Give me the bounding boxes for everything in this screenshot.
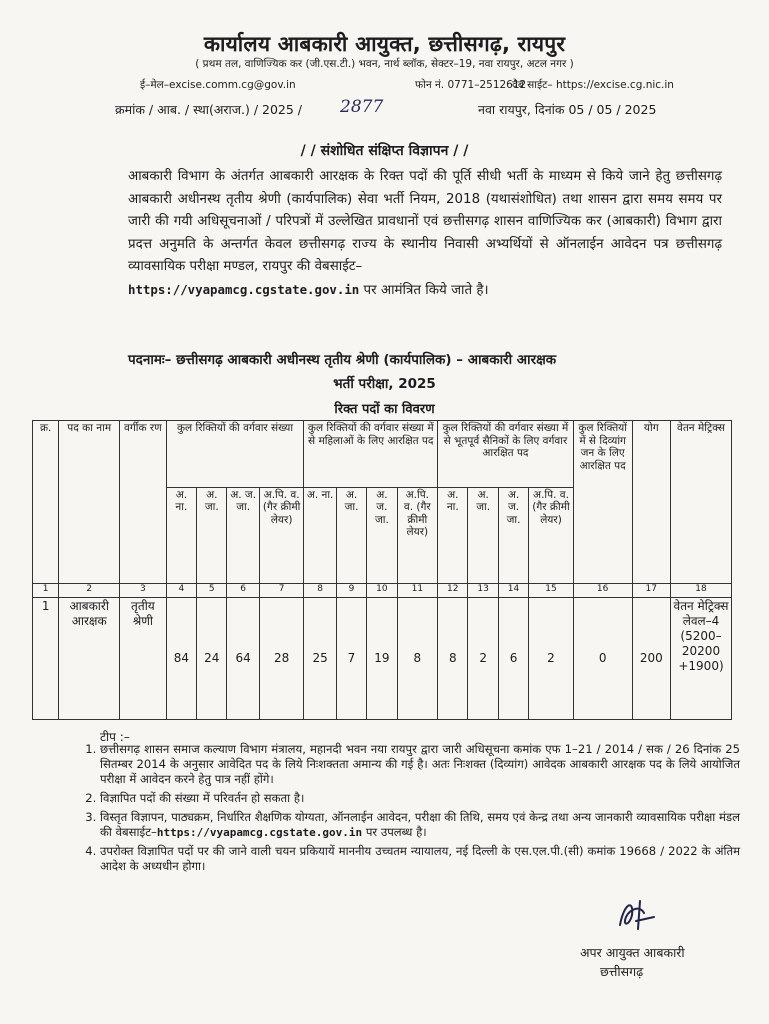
vacancy-table: [32, 420, 732, 720]
subhead-st: अ. ज. जा.: [227, 487, 259, 583]
exservice-st: 6: [498, 598, 528, 720]
exservice-ur: 8: [438, 598, 468, 720]
office-phone: फोन नं. 0771–2512612: [415, 79, 527, 91]
column-number: 5: [197, 584, 227, 598]
women-ur: 25: [304, 598, 336, 720]
notice-heading: / / संशोधित संक्षिप्त विज्ञापन / /: [300, 143, 469, 159]
row-post: आबकारी आरक्षक: [59, 598, 120, 720]
column-number: 12: [438, 584, 468, 598]
women-obc: 8: [397, 598, 438, 720]
reference-handwritten-number: 2877: [340, 97, 384, 117]
column-number: 7: [259, 584, 304, 598]
exservice-sc: 2: [468, 598, 498, 720]
note-item: 1. छत्तीसगढ़ शासन समाज कल्याण विभाग मंत्रालय, महानदी भवन नया रायपुर द्वारा जारी अधिसूचना कमांक एफ 1–21 / 2014 / सक / 26 दिनांक 25 सितम्बर 2014 के अनुसार आवेदित पद के लिये निःशक्तता अमान्य की गई है। अतः निःशक्त (दिव्यांग) आवेदक आबकारी आरक्षक पद के लिये आयोजित परीक्षा में आवेदन करने हेतु पात्र नहीं होंगे।: [100, 742, 740, 787]
notes-label: टीप :–: [100, 730, 130, 744]
office-address: ( प्रथम तल, वाणिज्यिक कर (जी.एस.टी.) भवन, नार्थ ब्लॉक, सेक्टर–19, नवा रायपुर, अटल नगर ): [195, 58, 574, 70]
column-number: 15: [529, 584, 574, 598]
head-divyang-reserved: कुल रिक्तियों में से दिव्यांग जन के लिए आरक्षित पद: [573, 421, 632, 584]
subhead-st: अ. ज. जा.: [498, 487, 528, 583]
note-item-text: विस्तृत विज्ञापन, पाठ्यक्रम, निर्धारित शैक्षणिक योग्यता, ऑनलाईन आवेदन, परीक्षा की तिथि, समय एवं केन्द्र तथा अन्य जानकारी व्यावसायिक परीक्षा मंडल की वेबसाईट–: [100, 810, 740, 839]
column-number: 6: [227, 584, 259, 598]
head-grand-total: योग: [632, 421, 670, 584]
vyapam-website-link[interactable]: https://vyapamcg.cgstate.gov.in: [128, 281, 360, 297]
notice-paragraph-text: आबकारी विभाग के अंतर्गत आबकारी आरक्षक के रिक्त पदों की पूर्ति सीधी भर्ती के माध्यम से किये जाने हेतु छत्तीसगढ़ आबकारी अधीनस्थ तृतीय श्रेणी (कार्यपालिक) सेवा भर्ती नियम, 2018 (यथासंशोधित) तथा शासन द्वारा समय समय पर जारी की गयी अधिसूचनाओं / परिपत्रों में उल्लेखित प्रावधानों एवं छत्तीसगढ़ शासन वाणिज्यिक कर (आबकारी) विभाग द्वारा प्रदत्त अनुमति के अन्तर्गत केवल छत्तीसगढ़ राज्य के स्थानीय निवासी अभ्यर्थियों से ऑनलाईन आवेदन पत्र छत्तीसगढ़ व्यावसायिक परीक्षा मण्डल, रायपुर की वेबसाईट–: [128, 169, 722, 275]
total-obc: 28: [259, 598, 304, 720]
head-post: पद का नाम: [59, 421, 120, 584]
subhead-ur: अ. ना.: [304, 487, 336, 583]
row-sno: 1: [33, 598, 59, 720]
vyapam-website-link[interactable]: https://vyapamcg.cgstate.gov.in: [156, 826, 363, 839]
head-pay-matrix: वेतन मेट्रिक्स: [671, 421, 732, 584]
note-item: 2. विज्ञापित पदों की संख्या में परिवर्तन हो सकता है।: [100, 791, 740, 806]
subhead-sc: अ. जा.: [468, 487, 498, 583]
total-ur: 84: [166, 598, 196, 720]
total-sc: 24: [197, 598, 227, 720]
subhead-ur: अ. ना.: [438, 487, 468, 583]
place-and-date: नवा रायपुर, दिनांक 05 / 05 / 2025: [478, 102, 657, 117]
column-number: 10: [367, 584, 397, 598]
column-number: 3: [120, 584, 167, 598]
grand-total-count: 200: [632, 598, 670, 720]
column-number: 14: [498, 584, 528, 598]
table-row: [33, 598, 732, 720]
notice-paragraph: [128, 166, 722, 303]
women-st: 19: [367, 598, 397, 720]
signatory-designation: अपर आयुक्त आबकारी: [580, 945, 685, 960]
exam-name: भर्ती परीक्षा, 2025: [333, 376, 436, 392]
subhead-sc: अ. जा.: [336, 487, 366, 583]
subhead-obc: अ.पि. व. (गैर क्रीमी लेयर): [259, 487, 304, 583]
column-number: 13: [468, 584, 498, 598]
subhead-obc: अ.पि. व. (गैर क्रीमी लेयर): [397, 487, 438, 583]
note-item: 4. उपरोक्त विज्ञापित पदों पर की जाने वाली चयन प्रकियायें माननीय उच्चतम न्यायालय, नई दिल्ली के एस.एल.पी.(सी) कमांक 19668 / 2022 के अंतिम आदेश के अध्यधीन होगा।: [100, 844, 740, 874]
head-total-vacancies: कुल रिक्तियों की वर्गवार संख्या: [166, 421, 304, 488]
column-number: 16: [573, 584, 632, 598]
column-number: 4: [166, 584, 196, 598]
head-women-reserved: कुल रिक्तियों की वर्गवार संख्या में से महिलाओं के लिए आरक्षित पद: [304, 421, 438, 488]
column-number: 17: [632, 584, 670, 598]
pay-matrix-value: वेतन मेट्रिक्स लेवल–4 (5200– 20200 +1900): [671, 598, 732, 720]
office-title: कार्यालय आबकारी आयुक्त, छत्तीसगढ़, रायपुर: [203, 32, 566, 56]
total-st: 64: [227, 598, 259, 720]
divyang-count: 0: [573, 598, 632, 720]
post-name: पदनामः– छत्तीसगढ़ आबकारी अधीनस्थ तृतीय श्रेणी (कार्यपालिक) – आबकारी आरक्षक: [128, 352, 557, 368]
column-number: 9: [336, 584, 366, 598]
vacancy-table-caption: रिक्त पदों का विवरण: [334, 402, 435, 417]
head-exservicemen-reserved: कुल रिक्तियों की वर्गवार संख्या में से भूतपूर्व सैनिकों के लिए वर्गवार आरक्षित पद: [438, 421, 574, 488]
row-class: तृतीय श्रेणी: [120, 598, 167, 720]
head-class: वर्गीक रण: [120, 421, 167, 584]
subhead-ur: अ. ना.: [166, 487, 196, 583]
note-item-end: पर उपलब्ध है।: [362, 825, 427, 839]
head-sno: क्र.: [33, 421, 59, 584]
office-website: वेब साईट– https://excise.cg.nic.in: [512, 79, 674, 91]
notes-list: [80, 742, 740, 878]
column-number: 1: [33, 584, 59, 598]
notice-paragraph-end: पर आमंत्रित किये जाते है।: [359, 282, 489, 298]
reference-number-label: क्रमांक / आब. / स्था(अराज.) / 2025 /: [115, 102, 303, 117]
subhead-st: अ. ज. जा.: [367, 487, 397, 583]
office-email: ई–मेल–excise.comm.cg@gov.in: [140, 79, 296, 91]
subhead-obc: अ.पि. व. (गैर क्रीमी लेयर): [529, 487, 574, 583]
column-number: 11: [397, 584, 438, 598]
women-sc: 7: [336, 598, 366, 720]
signatory-state: छत्तीसगढ़: [600, 964, 644, 979]
column-number: 18: [671, 584, 732, 598]
note-item: [100, 810, 740, 840]
column-number: 2: [59, 584, 120, 598]
column-number: 8: [304, 584, 336, 598]
exservice-obc: 2: [529, 598, 574, 720]
signature-icon: [610, 895, 660, 935]
subhead-sc: अ. जा.: [197, 487, 227, 583]
